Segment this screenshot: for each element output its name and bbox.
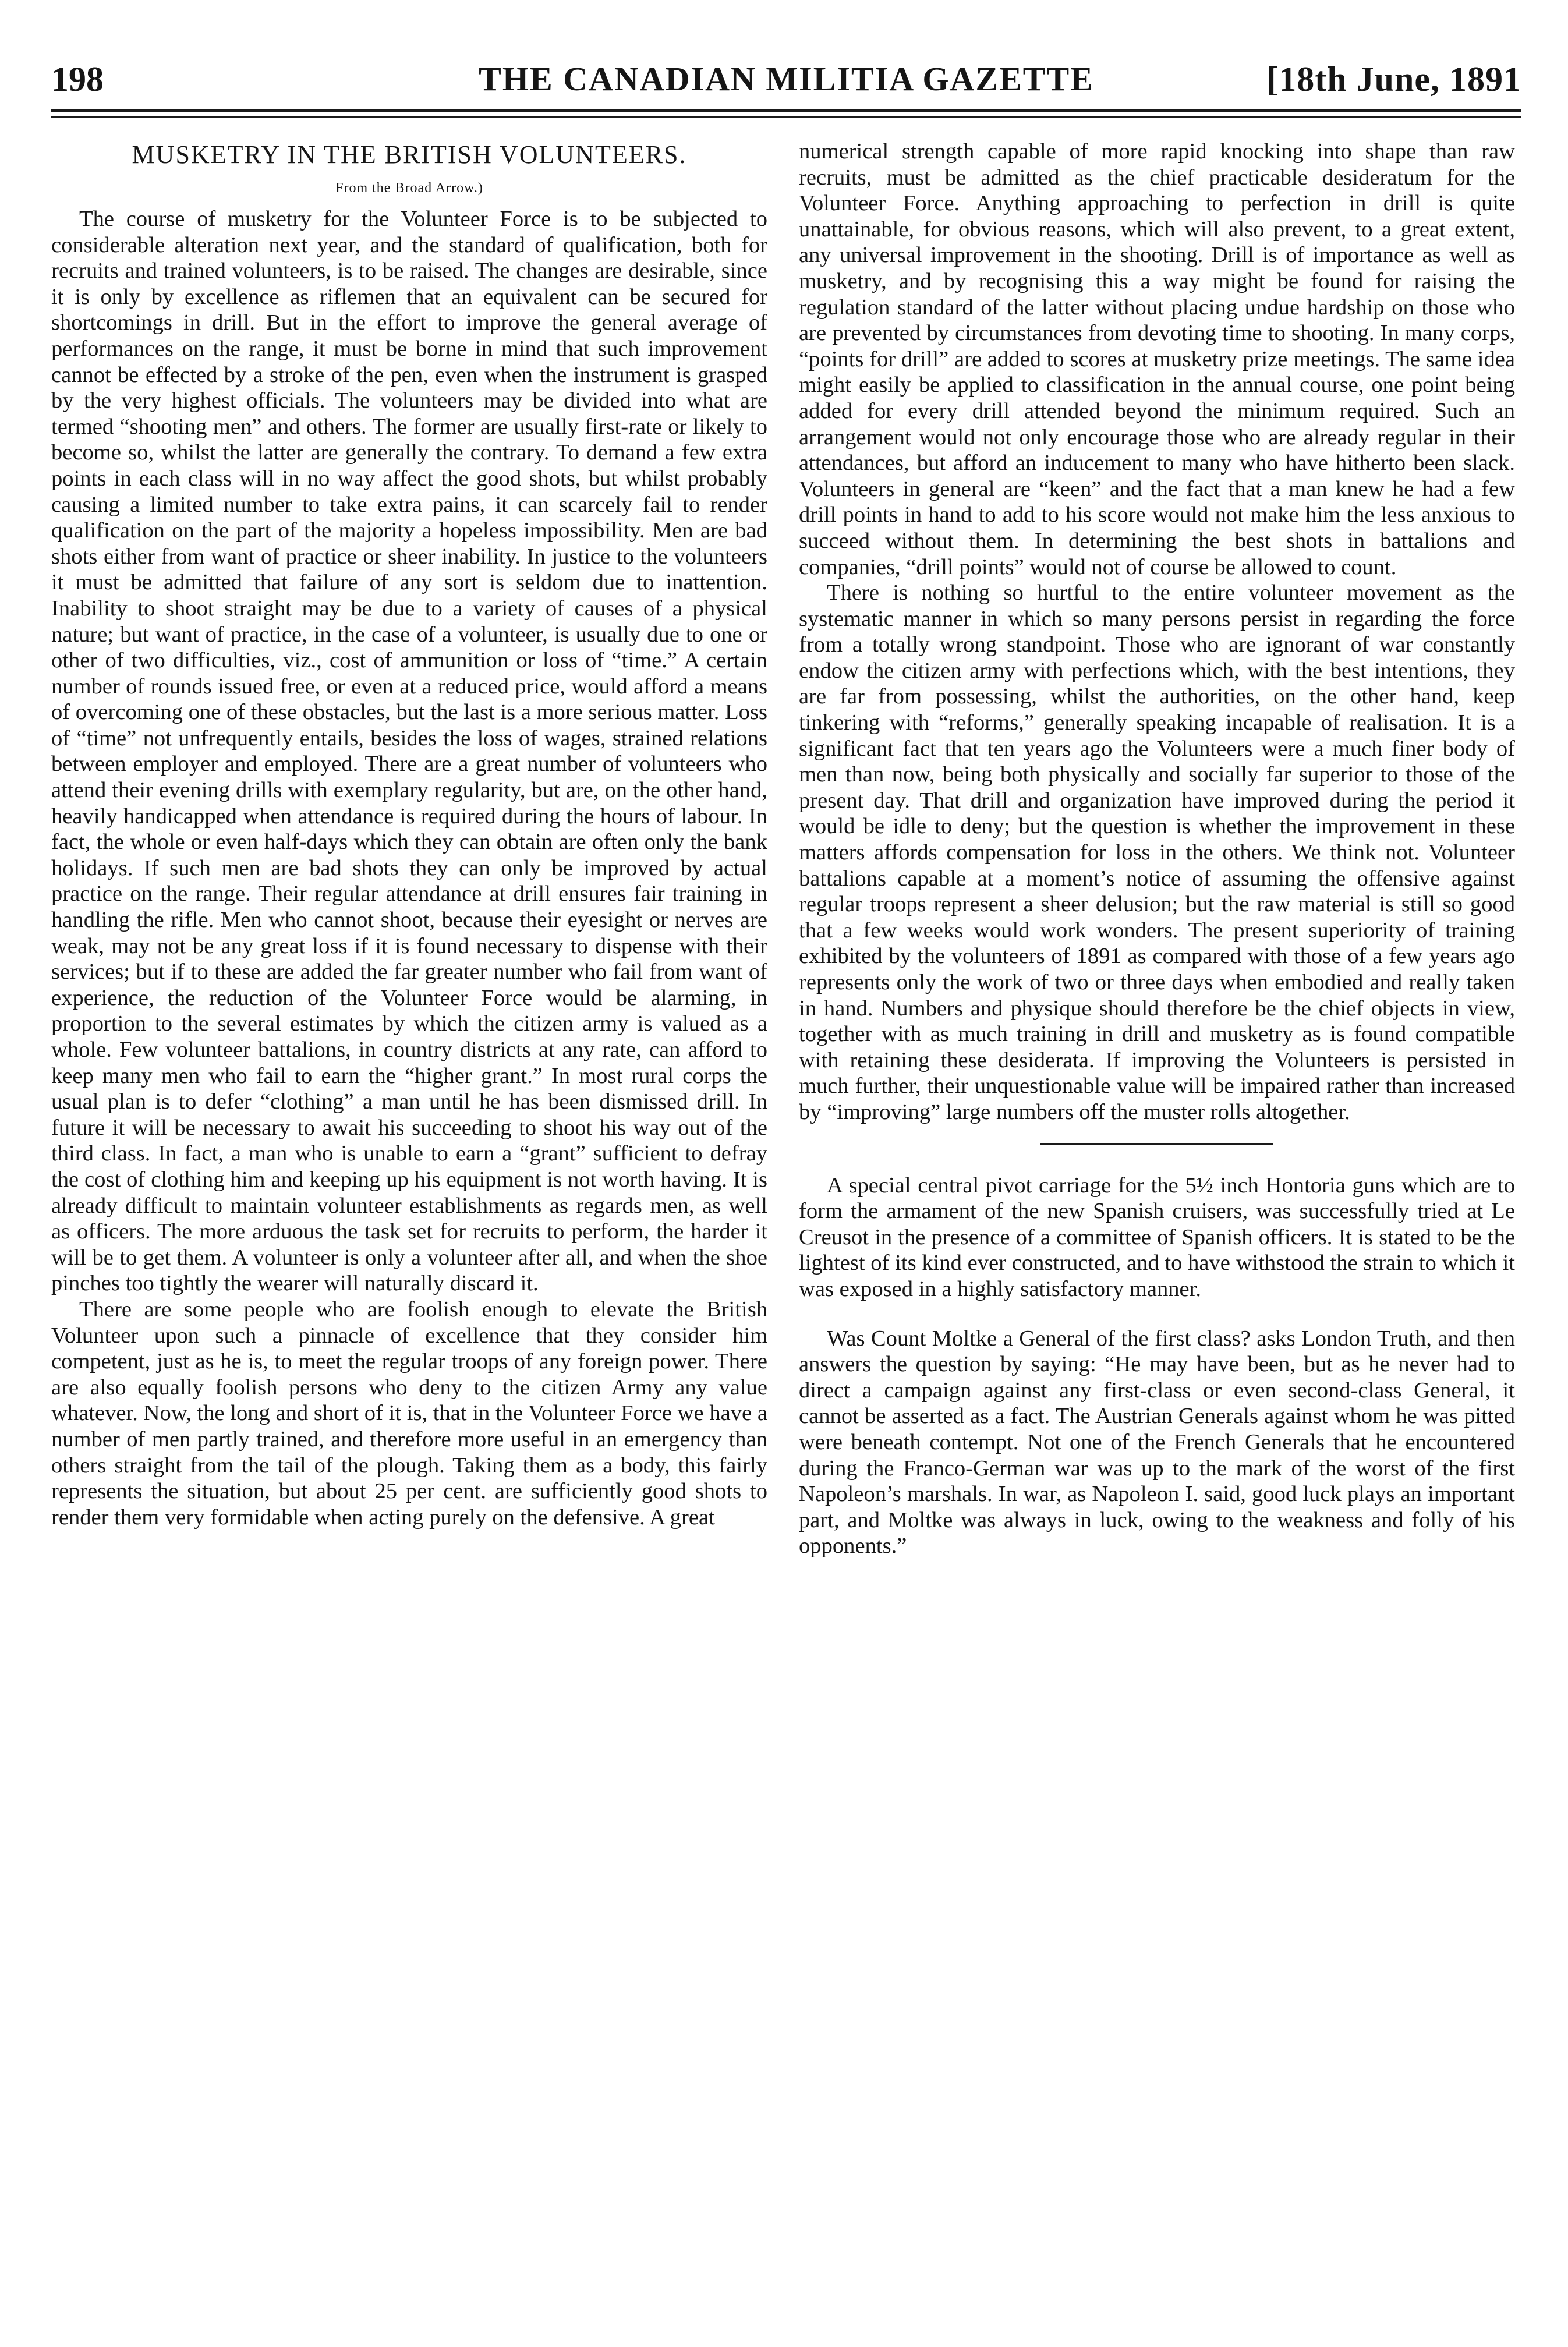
header-rule — [51, 109, 1521, 112]
publication-title: THE CANADIAN MILITIA GAZETTE — [479, 60, 1094, 98]
issue-date: [18th June, 1891 — [1266, 60, 1521, 98]
article-paragraph: There are some people who are foolish enough to elevate the British Volunteer upon such a pinnacle of excellence that they consider him competent, just as he is, to meet the regular troops of any foreign power. There are also equally foolish persons who deny to the citizen Army any value whatever. Now, the long and short of it is, that in the Volunteer Force we have a number of men partly trained, and therefore more useful in an emergency than others straight from the tail of the plough. Taking them as a body, this fairly represents the situation, but about 25 per cent. are sufficiently good shots to render them very formidable when acting purely on the defensive. A great — [51, 1297, 767, 1530]
header-rule-thin — [51, 116, 1521, 118]
column-right — [799, 139, 1515, 2293]
news-note: Was Count Moltke a General of the first class? asks London Truth, and then answers the question by saying: “He may have been, but as he never had to direct a campaign against any first-class or even second-class General, it cannot be asserted as a fact. The Austrian Generals against whom he was pitted were beneath contempt. Not one of the French Generals that he encountered during the Franco-German war was up to the mark of the worst of the first Napoleon’s marshals. In war, as Napoleon I. said, good luck plays an important part, and Moltke was always in luck, owing to the weakness and folly of his opponents.” — [799, 1326, 1515, 1559]
article-paragraph: There is nothing so hurtful to the entire volunteer movement as the systematic manner in which so many persons persist in regarding the force from a totally wrong standpoint. Those who are ignorant of war constantly endow the citizen army with perfections which, with the best intentions, they are far from possessing, whilst the authorities, on the other hand, keep tinkering with “reforms,” generally speaking incapable of realisation. It is a significant fact that ten years ago the Volunteers were a much finer body of men than now, being both physically and socially far superior to those of the present day. That drill and organization have improved during the period it would be idle to deny; but the question is whether the improvement in these matters affords compensation for loss in the others. We think not. Volunteer battalions capable at a moment’s notice of assuming the offensive against regular troops represent a sheer delusion; but the raw material is still so good that a few weeks would work wonders. The present superiority of training exhibited by the volunteers of 1891 as compared with those of a few years ago represents only the work of two or three days when embodied and really taken in hand. Numbers and physique should therefore be the chief objects in view, together with as much training in drill and musketry as is found compatible with retaining these desiderata. If improving the Volunteers is persisted in much further, their unquestionable value will be impaired rather than increased by “improving” large numbers off the muster rolls altogether. — [799, 580, 1515, 1124]
article-paragraph: numerical strength capable of more rapid knocking into shape than raw recruits, must be admitted as the chief practicable desideratum for the Volunteer Force. Anything approaching to perfection in drill is quite unattainable, for obvious reasons, which will also prevent, to a great extent, any universal improvement in the shooting. Drill is of importance as well as musketry, and by recognising this a way might be found for raising the regulation standard of the latter without placing undue hardship on those who are prevented by circumstances from devoting time to shooting. In many corps, “points for drill” are added to scores at musketry prize meetings. The same idea might easily be applied to classification in the annual course, one point being added for every drill attended beyond the minimum required. Such an arrangement would not only encourage those who are already regular in their attendances, but afford an inducement to many who have hitherto been slack. Volunteers in general are “keen” and the fact that a man knew he had a few drill points in hand to add to his score would not make him the less anxious to succeed without them. In determining the best shots in battalions and companies, “drill points” would not of course be allowed to count. — [799, 139, 1515, 579]
page-number: 198 — [51, 60, 104, 98]
section-divider — [1040, 1143, 1273, 1145]
page-header — [51, 52, 1521, 106]
article-paragraph: The course of musketry for the Volunteer Force is to be subjected to considerable alteration next year, and the standard of qualification, both for recruits and trained volunteers, is to be raised. The changes are desirable, since it is only by excellence as riflemen that an equivalent can be secured for shortcomings in drill. But in the effort to improve the general average of performances on the range, it must be borne in mind that such improvement cannot be effected by a stroke of the pen, even when the instrument is grasped by the very highest officials. The volunteers may be divided into what are termed “shooting men” and others. The former are usually first-rate or likely to become so, whilst the latter are generally the contrary. To demand a few extra points in each class will in no way affect the good shots, but whilst probably causing a limited number to take extra pains, it can scarcely fail to render qualification on the part of the majority a hopeless impossibility. Men are bad shots either from want of practice or sheer inability. In justice to the volunteers it must be admitted that failure of any sort is seldom due to inattention. Inability to shoot straight may be due to a variety of causes of a physical nature; but want of practice, in the case of a volunteer, is usually due to one or other of two difficulties, viz., cost of ammunition or loss of “time.” A certain number of rounds issued free, or even at a reduced price, would afford a means of overcoming one of these obstacles, but the last is a more serious matter. Loss of “time” not unfrequently entails, besides the loss of wages, strained relations between employer and employed. There are a great number of volunteers who attend their evening drills with exemplary regularity, but are, on the other hand, heavily handicapped when attendance is required during the hours of labour. In fact, the whole or even half-days which they can obtain are often only the bank holidays. If such men are bad shots they can only be improved by actual practice on the range. Their regular attendance at drill ensures fair training in handling the rifle. Men who cannot shoot, because their eyesight or nerves are weak, may not be any great loss if it is found necessary to dispense with their services; but if to these are added the far greater number who fail from want of experience, the reduction of the Volunteer Force would be alarming, in proportion to the several estimates by which the citizen army is valued as a whole. Few volunteer battalions, in country districts at any rate, can afford to keep many men who fail to earn the “higher grant.” In most rural corps the usual plan is to defer “clothing” a man until he has been dismissed drill. In future it will be necessary to await his succeeding to shoot his way out of the third class. In fact, a man who is unable to earn a “grant” sufficient to defray the cost of clothing him and keeping up his equipment is not worth having. It is already difficult to maintain volunteer establishments as regards men, as well as officers. The more arduous the task set for recruits to perform, the harder it will be to get them. A volunteer is only a volunteer after all, and when the shoe pinches too tightly the wearer will naturally discard it. — [51, 207, 767, 1296]
news-note: A special central pivot carriage for the 5½ inch Hontoria guns which are to form the armament of the new Spanish cruisers, was successfully tried at Le Creusot in the presence of a committee of Spanish officers. It is stated to be the lightest of its kind ever constructed, and to have withstood the strain to which it was exposed in a highly satisfactory manner. — [799, 1173, 1515, 1301]
article-source: From the Broad Arrow.) — [335, 180, 483, 196]
column-left — [51, 139, 767, 2293]
article-title: MUSKETRY IN THE BRITISH VOLUNTEERS. — [132, 140, 687, 169]
